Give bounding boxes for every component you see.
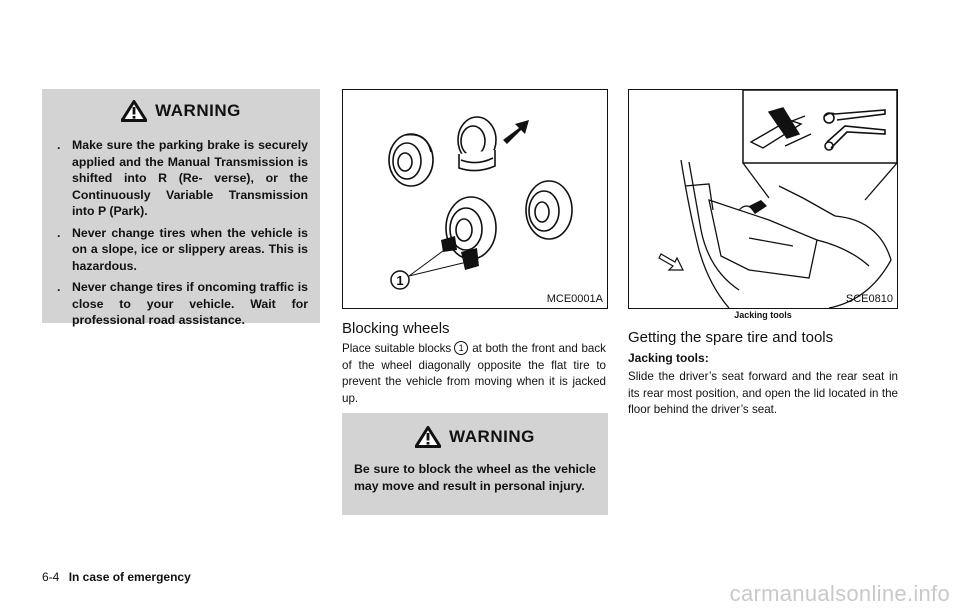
list-item: . Never change tires if oncoming traffic is close to your vehicle. Wait for professional road assistance. [57,280,308,327]
wheel-blocks-illustration [343,90,607,308]
warning-header [342,413,608,459]
warning-title: WARNING [449,427,535,446]
tire-icon [389,134,433,186]
tire-icon [526,181,572,239]
arrow-icon [503,120,529,144]
section-heading: Getting the spare tire and tools [628,329,834,346]
warning-text: Be sure to block the wheel as the vehicle may move and result in personal injury. [354,462,596,493]
warning-header [42,89,320,133]
spare-tire-location-illustration [629,90,897,308]
subheading: Jacking tools: [628,351,709,365]
page-number: 6-4 [42,570,60,584]
blocking-text: Place suitable blocks 1 at both the front and back of the wheel diagonally opposite the flat tire to prevent the vehicle from moving when it is jacked up. [342,342,606,406]
list-item: . Make sure the parking brake is securely applied and the Manual Transmission is shifted into R (Re- verse), or the Continuously Variable Transmission into P (Park). [57,138,308,218]
warning-triangle-icon [121,100,147,122]
warning-box-left [42,89,320,327]
warning-triangle-icon [415,426,441,448]
figure-caption: Jacking tools [734,310,792,320]
warning-box-middle [342,413,608,515]
warning-title: WARNING [155,101,241,120]
section-heading: Blocking wheels [342,320,450,337]
section-name: In case of emergency [68,570,191,584]
callout-number: 1 [396,273,404,288]
callout-inline: 1 [454,341,468,355]
jacking-tools-figure [628,89,898,309]
figure-code: MCE0001A [546,293,603,305]
wheel-block-icon [441,236,457,252]
tire-icon [458,117,496,171]
figure-code: SCE0810 [845,293,893,305]
list-item: . Never change tires when the vehicle is on a slope, ice or slippery areas. This is hazardous. [57,225,308,273]
watermark: carmanualsonline.info [729,581,950,606]
lid-handle-icon [749,200,767,214]
warning-list [42,133,320,329]
page-footer [42,570,191,584]
arrow-icon [659,254,683,270]
spare-text: Slide the driver’s seat forward and the rear seat in its rear most position, and open the lid located in the floor behind the driver’s seat. [628,370,898,417]
blocking-wheels-figure [342,89,608,309]
